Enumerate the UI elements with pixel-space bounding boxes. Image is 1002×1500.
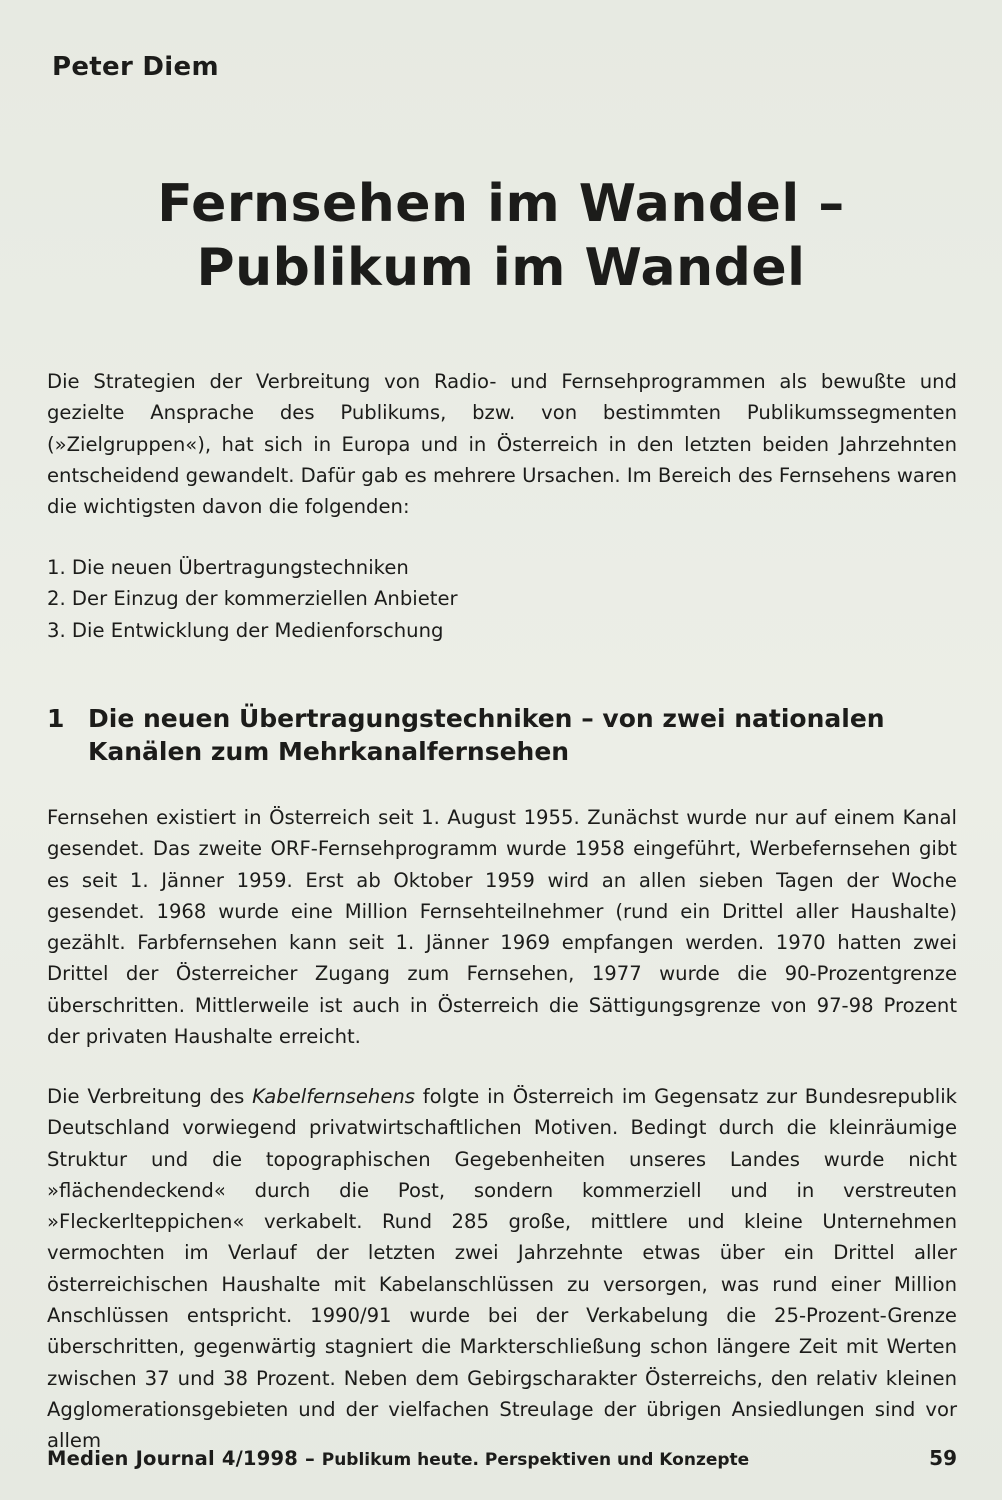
- intro-paragraph: Die Strategien der Verbreitung von Radio- und Fernsehprogrammen als bewußte und gezielte Ansprache des Publikums, bzw. von bestimmten Publikumssegmenten (»Zielgruppen«), hat sich in Europa und in Österreich in den letzten beiden Jahrzehnten entscheidend gewandelt. Dafür gab es mehrere Ursachen. Im Bereich des Fernsehens waren die wichtigsten davon die folgenden:: [47, 370, 957, 519]
- paragraph-2-rest: folgte in Österreich im Gegensatz zur Bundesrepublik Deutschland vorwiegend privatwirtschaftlichen Motiven. Bedingt durch die kleinräumige Struktur und die topographischen Gegebenheiten unseres Landes wurde nicht »flächendeckend« durch die Post, sondern kommerziell und in verstreuten »Fleckerlteppichen« verkabelt. Rund 285 große, mittlere und kleine Unternehmen vermochten im Verlauf der letzten zwei Jahrzehnte etwas über ein Drittel aller österreichischen Haushalte mit Kabelanschlüssen zu versorgen, was rund einer Million Anschlüssen entspricht. 1990/91 wurde bei der Verkabelung die 25-Prozent-Grenze überschritten, gegenwärtig stagniert die Markterschließung schon längere Zeit mit Werten zwischen 37 und 38 Prozent. Neben dem Gebirgscharakter Österreichs, den relativ kleinen Agglomerationsgebieten und der vielfachen Streulage der übrigen Ansiedlungen sind vor allem: [47, 1085, 957, 1453]
- title-line-1: Fernsehen im Wandel –: [157, 174, 845, 234]
- italic-term: Kabelfernsehens: [252, 1085, 416, 1108]
- title-line-2: Publikum im Wandel: [196, 238, 806, 298]
- footer-citation: [47, 1447, 749, 1470]
- page-footer: [47, 1446, 957, 1470]
- section-heading-line-1: Die neuen Übertragungstechniken – von zwei nationalen: [88, 704, 885, 733]
- section-heading: [47, 702, 967, 768]
- body-paragraph-1: Fernsehen existiert in Österreich seit 1. August 1955. Zunächst wurde nur auf einem Kanal gesendet. Das zweite ORF-Fernsehprogramm wurde 1958 eingeführt, Werbefernsehen gibt es seit 1. Jänner 1959. Erst ab Oktober 1959 wird an allen sieben Tagen der Woche gesendet. 1968 wurde eine Million Fernsehteilnehmer (rund ein Drittel aller Haushalte) gezählt. Farbfernsehen kann seit 1. Jänner 1969 empfangen werden. 1970 hatten zwei Drittel der Österreicher Zugang zum Fernsehen, 1977 wurde die 90-Prozentgrenze überschritten. Mittlerweile ist auch in Österreich die Sättigungsgrenze von 97-98 Prozent der privaten Haushalte erreicht.: [47, 806, 957, 1049]
- section-heading-line-2: Kanälen zum Mehrkanalfernsehen: [88, 737, 570, 766]
- list-item: 3. Die Entwicklung der Medienforschung: [47, 618, 444, 642]
- paragraph-2-start: Die Verbreitung des: [47, 1085, 253, 1108]
- author-name: Peter Diem: [52, 52, 219, 82]
- causes-list: [47, 552, 458, 646]
- issue-subtitle: Publikum heute. Perspektiven und Konzepte: [321, 1450, 750, 1470]
- section-heading-text: [88, 702, 967, 768]
- page-number: 59: [929, 1446, 957, 1470]
- article-title: [40, 172, 962, 300]
- section-number: 1: [47, 704, 65, 733]
- list-item: 2. Der Einzug der kommerziellen Anbieter: [47, 587, 458, 611]
- list-item: 1. Die neuen Übertragungstechniken: [47, 556, 409, 579]
- journal-name: Medien Journal 4/1998 –: [47, 1447, 315, 1470]
- body-paragraph-2: [47, 1081, 957, 1457]
